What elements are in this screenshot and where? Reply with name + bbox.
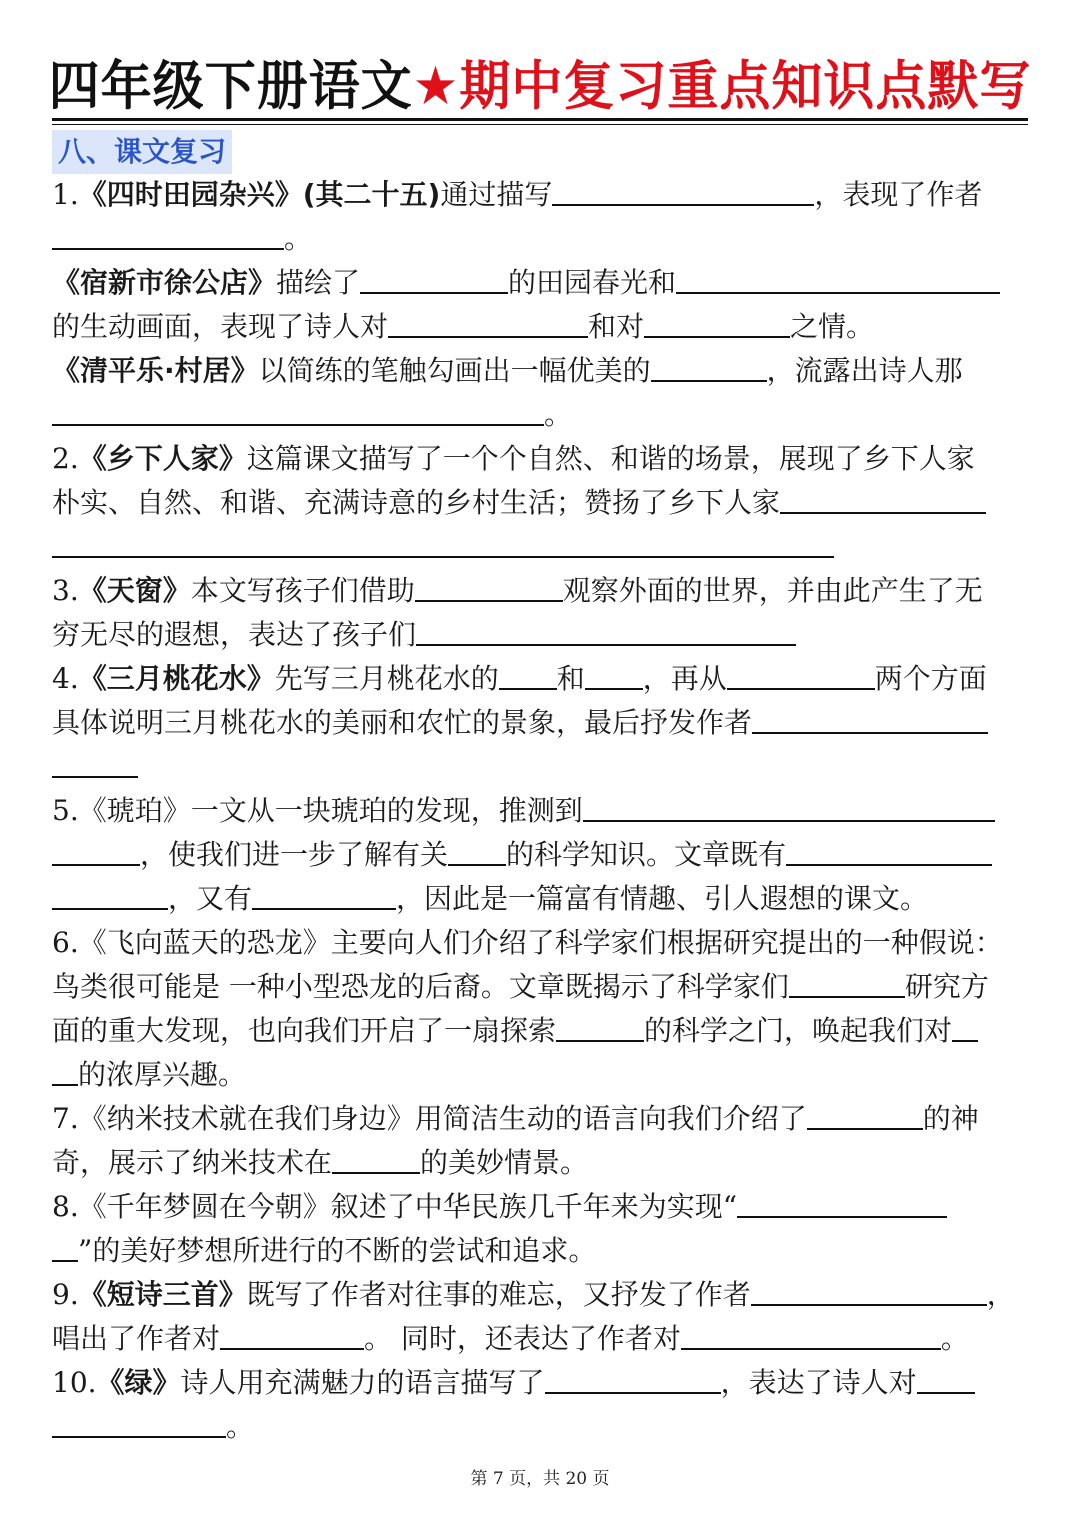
q1-blank-2[interactable] bbox=[52, 220, 284, 250]
q6-line-4 bbox=[52, 1053, 246, 1097]
title-highlight: ★期中复习重点知识点默写 bbox=[412, 56, 1032, 117]
q4-line-2 bbox=[52, 701, 988, 745]
q2-blank-2[interactable] bbox=[52, 528, 834, 558]
q3-book: 《天窗》 bbox=[78, 574, 191, 607]
q1b-blank-3[interactable] bbox=[388, 308, 588, 338]
q1b-text-3: 的生动画面，表现了诗人对 bbox=[52, 310, 389, 343]
q7-line-2 bbox=[52, 1141, 588, 1185]
q3-text-2: 观察外面的世界，并由此产生了无 bbox=[562, 574, 983, 607]
q2-blank-1[interactable] bbox=[780, 484, 986, 514]
q5-blank-3[interactable] bbox=[448, 836, 506, 866]
q6-text-3: 研究方 bbox=[904, 970, 989, 1003]
q2-number: 2. bbox=[52, 442, 79, 475]
q4-line-1 bbox=[52, 657, 987, 701]
q1c-blank-2[interactable] bbox=[52, 396, 544, 426]
q1b-text-4: 和对 bbox=[588, 310, 645, 343]
q6-blank-4[interactable] bbox=[52, 1056, 78, 1086]
q1-text-2: ，表现了作者 bbox=[814, 178, 983, 211]
q10-blank-2[interactable] bbox=[917, 1364, 975, 1394]
q5-blank-5[interactable] bbox=[52, 880, 168, 910]
q5-text-1: 《琥珀》一文从一块琥珀的发现，推测到 bbox=[78, 794, 583, 827]
q4-number: 4. bbox=[52, 662, 79, 695]
q5-blank-1[interactable] bbox=[583, 792, 995, 822]
q4-blank-5[interactable] bbox=[52, 748, 138, 778]
q10-text-2: ，表达了诗人对 bbox=[720, 1366, 917, 1399]
q8-blank-1[interactable] bbox=[737, 1188, 947, 1218]
q1-text-3: 。 bbox=[284, 222, 313, 255]
q8-line-1 bbox=[52, 1185, 947, 1229]
q4-text-4: 两个方面 bbox=[874, 662, 987, 695]
q5-blank-4[interactable] bbox=[786, 836, 992, 866]
q4-text-2: 和 bbox=[556, 662, 585, 695]
q7-text-3: 奇，展示了纳米技术在 bbox=[52, 1146, 333, 1179]
q3-blank-2[interactable] bbox=[416, 616, 796, 646]
q6-blank-1[interactable] bbox=[789, 968, 905, 998]
q6-blank-3[interactable] bbox=[952, 1012, 978, 1042]
q4-line-3 bbox=[52, 745, 138, 789]
q5-text-4: ，又有 bbox=[168, 882, 253, 915]
q1b-line-1 bbox=[52, 261, 1000, 305]
q9-text-3: 唱出了作者对 bbox=[52, 1322, 221, 1355]
q1c-text-3: 。 bbox=[544, 398, 573, 431]
q1-text-1: 通过描写 bbox=[440, 178, 553, 211]
q2-line-1 bbox=[52, 437, 975, 481]
q7-blank-1[interactable] bbox=[807, 1100, 923, 1130]
q6-line-3 bbox=[52, 1009, 978, 1053]
title-underline-thin bbox=[52, 124, 1028, 125]
q2-book: 《乡下人家》 bbox=[78, 442, 247, 475]
q5-blank-6[interactable] bbox=[252, 880, 396, 910]
title-main: 四年级下册语文 bbox=[48, 56, 413, 117]
q4-text-1: 先写三月桃花水的 bbox=[274, 662, 499, 695]
q7-text-2: 的神 bbox=[922, 1102, 979, 1135]
q1b-blank-1[interactable] bbox=[360, 264, 508, 294]
q6-text-1: 《飞向蓝天的恐龙》主要向人们介绍了科学家们根据研究提出的一种假说： bbox=[78, 926, 1003, 959]
section-heading: 八、课文复习 bbox=[52, 130, 232, 174]
q9-blank-2[interactable] bbox=[220, 1320, 364, 1350]
q6-text-4: 面的重大发现，也向我们开启了一扇探索 bbox=[52, 1014, 557, 1047]
q8-number: 8. bbox=[52, 1190, 79, 1223]
q8-text-1: 《千年梦圆在今朝》叙述了中华民族几千年来为实现“ bbox=[78, 1190, 738, 1223]
q1b-text-5: 之情。 bbox=[790, 310, 875, 343]
q10-number: 10. bbox=[52, 1366, 97, 1399]
q9-line-1 bbox=[52, 1273, 1015, 1317]
q4-blank-2[interactable] bbox=[585, 660, 643, 690]
q2-text-1: 这篇课文描写了一个个自然、和谐的场景，展现了乡下人家 bbox=[246, 442, 975, 475]
q1b-text-1: 描绘了 bbox=[276, 266, 361, 299]
q9-line-2 bbox=[52, 1317, 969, 1361]
q3-text-1: 本文写孩子们借助 bbox=[190, 574, 415, 607]
q4-text-3: ，再从 bbox=[642, 662, 727, 695]
q4-text-5: 具体说明三月桃花水的美丽和农忙的景象，最后抒发作者 bbox=[52, 706, 753, 739]
q7-number: 7. bbox=[52, 1102, 79, 1135]
q5-number: 5. bbox=[52, 794, 79, 827]
q9-blank-1[interactable] bbox=[751, 1276, 987, 1306]
q5-text-3: 的科学知识。文章既有 bbox=[506, 838, 787, 871]
q1c-text-1: 以简练的笔触勾画出一幅优美的 bbox=[258, 354, 651, 387]
q6-text-5: 的科学之门，唤起我们对 bbox=[644, 1014, 953, 1047]
q9-blank-3[interactable] bbox=[681, 1320, 941, 1350]
q1-number: 1. bbox=[52, 178, 79, 211]
q1c-text-2: ，流露出诗人那 bbox=[766, 354, 963, 387]
q1-blank-1[interactable] bbox=[552, 176, 814, 206]
q1b-line-2 bbox=[52, 305, 874, 349]
q2-line-3 bbox=[52, 525, 834, 569]
q1c-blank-1[interactable] bbox=[651, 352, 767, 382]
q1-line-1 bbox=[52, 173, 982, 217]
q7-line-1 bbox=[52, 1097, 979, 1141]
q1b-blank-2[interactable] bbox=[676, 264, 1000, 294]
q7-text-4: 的美妙情景。 bbox=[420, 1146, 589, 1179]
q6-text-6: 的浓厚兴趣。 bbox=[78, 1058, 247, 1091]
q5-text-5: ，因此是一篇富有情趣、引人遐想的课文。 bbox=[396, 882, 929, 915]
q9-text-1: 既写了作者对往事的难忘，又抒发了作者 bbox=[246, 1278, 751, 1311]
q6-number: 6. bbox=[52, 926, 79, 959]
q10-text-1: 诗人用充满魅力的语言描写了 bbox=[180, 1366, 545, 1399]
q2-text-2: 朴实、自然、和谐、充满诗意的乡村生活；赞扬了乡下人家 bbox=[52, 486, 781, 519]
q7-blank-2[interactable] bbox=[332, 1144, 420, 1174]
page-title bbox=[20, 52, 1060, 122]
q4-blank-4[interactable] bbox=[752, 704, 988, 734]
q6-blank-2[interactable] bbox=[556, 1012, 644, 1042]
q1b-blank-4[interactable] bbox=[644, 308, 790, 338]
q6-text-2: 鸟类很可能是 一种小型恐龙的后裔。文章既揭示了科学家们 bbox=[52, 970, 789, 1003]
q1c-book: 《清平乐·村居》 bbox=[52, 354, 259, 387]
q10-line-2 bbox=[52, 1405, 254, 1449]
title-underline-thick bbox=[52, 118, 1028, 121]
q3-line-1 bbox=[52, 569, 983, 613]
q10-text-3: 。 bbox=[226, 1410, 255, 1443]
q9-number: 9. bbox=[52, 1278, 79, 1311]
q10-blank-1[interactable] bbox=[545, 1364, 721, 1394]
q3-line-2 bbox=[52, 613, 796, 657]
q9-text-5: 。 bbox=[940, 1322, 969, 1355]
q4-blank-1[interactable] bbox=[499, 660, 557, 690]
q1-book: 《四时田园杂兴》(其二十五) bbox=[78, 178, 441, 211]
q3-number: 3. bbox=[52, 574, 79, 607]
q5-line-3 bbox=[52, 877, 928, 921]
q10-blank-3[interactable] bbox=[52, 1408, 226, 1438]
q1c-line-2 bbox=[52, 393, 572, 437]
q6-line-2 bbox=[52, 965, 989, 1009]
q2-line-2 bbox=[52, 481, 986, 525]
page-footer: 第 7 页，共 20 页 bbox=[470, 1469, 610, 1489]
q1c-line-1 bbox=[52, 349, 963, 393]
q9-book: 《短诗三首》 bbox=[78, 1278, 247, 1311]
q6-line-1 bbox=[52, 921, 1003, 965]
q5-text-2: ，使我们进一步了解有关 bbox=[140, 838, 449, 871]
q7-text-1: 《纳米技术就在我们身边》用简洁生动的语言向我们介绍了 bbox=[78, 1102, 807, 1135]
q10-line-1 bbox=[52, 1361, 975, 1405]
q3-text-3: 穷无尽的遐想，表达了孩子们 bbox=[52, 618, 417, 651]
q8-blank-2[interactable] bbox=[52, 1232, 78, 1262]
q3-blank-1[interactable] bbox=[415, 572, 563, 602]
q1-line-2 bbox=[52, 217, 312, 261]
q4-book: 《三月桃花水》 bbox=[78, 662, 275, 695]
q9-text-2: ， bbox=[986, 1278, 1015, 1311]
q1b-text-2: 的田园春光和 bbox=[508, 266, 677, 299]
q5-blank-2[interactable] bbox=[52, 836, 140, 866]
q5-line-1 bbox=[52, 789, 995, 833]
q8-text-2: ”的美好梦想所进行的不断的尝试和追求。 bbox=[78, 1234, 597, 1267]
q1b-book: 《宿新市徐公店》 bbox=[52, 266, 277, 299]
q8-line-2 bbox=[52, 1229, 596, 1273]
q9-text-4: 。 同时，还表达了作者对 bbox=[364, 1322, 681, 1355]
q4-blank-3[interactable] bbox=[727, 660, 875, 690]
q5-line-2 bbox=[52, 833, 992, 877]
q10-book: 《绿》 bbox=[96, 1366, 181, 1399]
